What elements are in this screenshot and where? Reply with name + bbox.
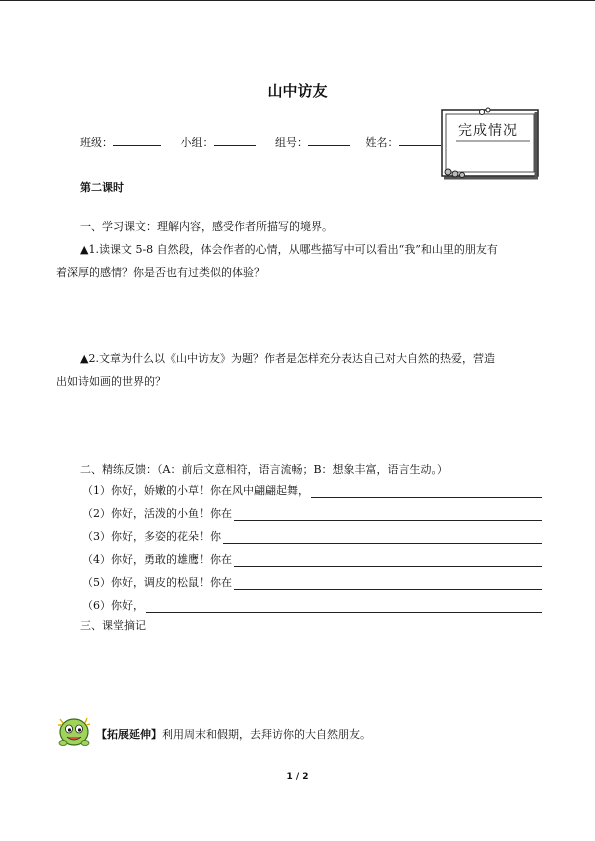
extension-tag: 【拓展延伸】 xyxy=(96,728,162,741)
section2-heading: 二、精练反馈：（A：前后文意相符，语言流畅；B：想象丰富，语言生动。） xyxy=(80,463,449,476)
practice-item-prompt: （1）你好，娇嫩的小草！你在风中翩翩起舞， xyxy=(82,484,309,497)
practice-item-prompt: （4）你好，勇敢的雄鹰！你在 xyxy=(82,553,232,566)
page-number: 1 / 2 xyxy=(286,772,309,782)
page-title: 山中访友 xyxy=(267,82,328,100)
extension-text: 利用周末和假期，去拜访你的大自然朋友。 xyxy=(162,728,371,741)
practice-item xyxy=(82,505,542,521)
practice-item-prompt: （5）你好，调皮的松鼠！你在 xyxy=(82,576,232,589)
completion-stamp xyxy=(438,106,544,182)
practice-item xyxy=(82,551,542,567)
practice-item xyxy=(82,597,542,613)
practice-item-prompt: （2）你好，活泼的小鱼！你在 xyxy=(82,507,232,520)
class-label: 班级： xyxy=(80,136,113,149)
practice-item-prompt: （3）你好，多姿的花朵！你 xyxy=(82,530,221,543)
answer-line[interactable] xyxy=(223,531,542,544)
question2-line1: ▲2.文章为什么以《山中访友》为题？作者是怎样充分表达自己对大自然的热爱，营造 xyxy=(80,352,495,365)
class-blank[interactable] xyxy=(113,134,161,146)
practice-item xyxy=(82,574,542,590)
group-blank[interactable] xyxy=(214,134,256,146)
name-label: 姓名： xyxy=(365,136,399,149)
section1-heading: 一、学习课文：理解内容，感受作者所描写的境界。 xyxy=(80,220,333,233)
answer-line[interactable] xyxy=(234,554,542,567)
extension-note xyxy=(96,726,371,742)
answer-line[interactable] xyxy=(146,600,542,613)
name-blank[interactable] xyxy=(399,134,441,146)
answer-line[interactable] xyxy=(234,508,542,521)
question1-line2: 着深厚的感情？你是否也有过类似的体验？ xyxy=(56,266,265,279)
stamp-frame-icon xyxy=(438,106,544,182)
student-info-row xyxy=(80,134,441,150)
practice-item xyxy=(82,482,542,498)
section3-heading: 三、课堂摘记 xyxy=(80,619,146,632)
mascot-icon xyxy=(54,713,94,749)
number-label: 组号： xyxy=(275,136,308,149)
question2-line2: 出如诗如画的世界的？ xyxy=(56,375,166,388)
group-label: 小组： xyxy=(180,136,214,149)
practice-item xyxy=(82,528,542,544)
practice-item-prompt: （6）你好， xyxy=(82,599,144,612)
stamp-label: 完成情况 xyxy=(458,123,518,139)
answer-line[interactable] xyxy=(311,485,542,498)
answer-line[interactable] xyxy=(234,577,542,590)
lesson-heading: 第二课时 xyxy=(80,181,124,194)
question1-line1: ▲1.读课文 5-8 自然段，体会作者的心情，从哪些描写中可以看出“我”和山里的朋友有 xyxy=(80,243,498,256)
number-blank[interactable] xyxy=(308,134,350,146)
top-rule xyxy=(0,0,595,1)
